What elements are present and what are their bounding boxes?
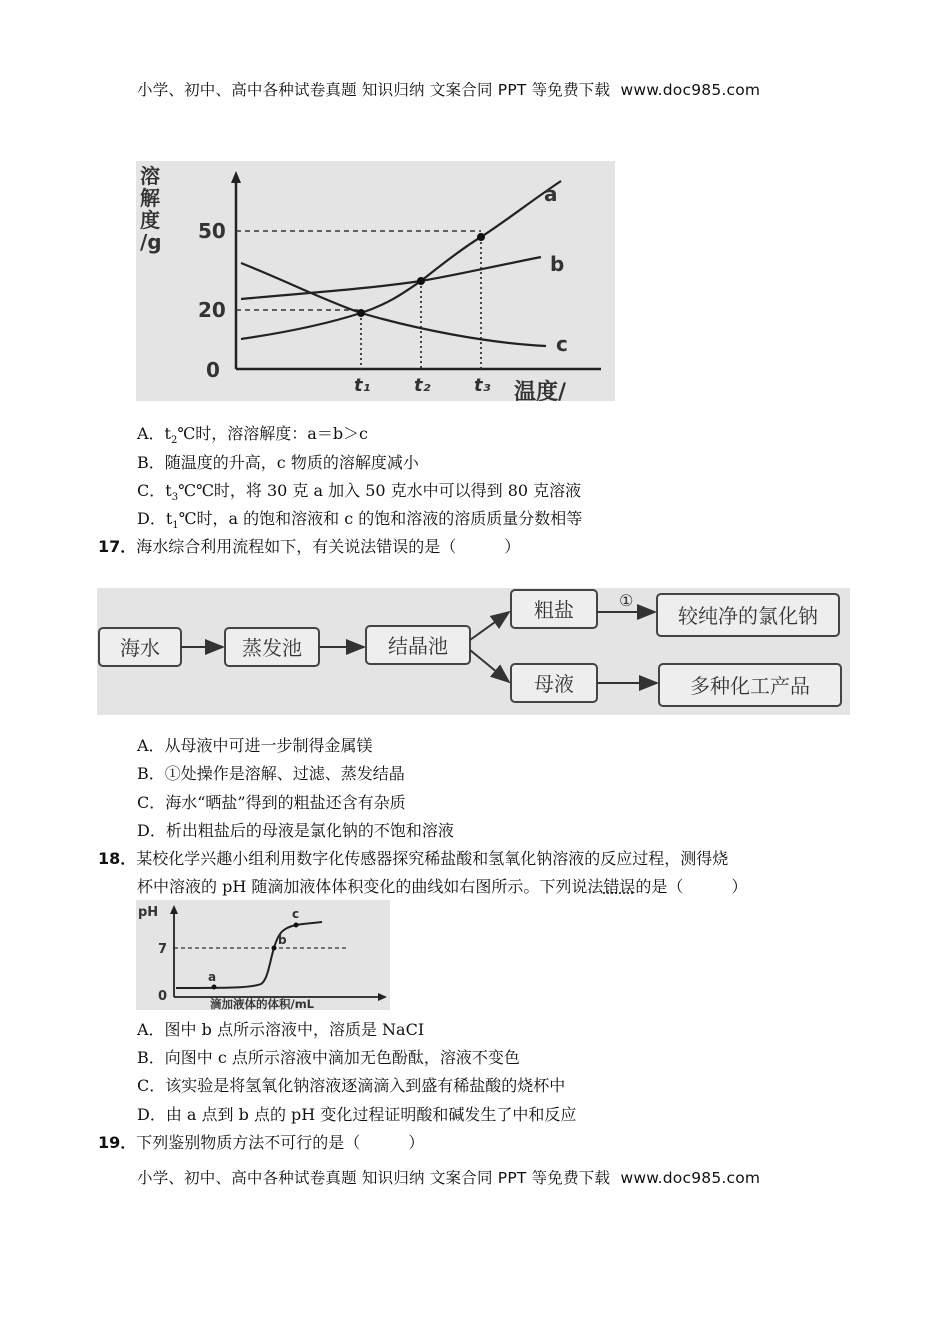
q19-text: 下列鉴别物质方法不可行的是（ ） — [136, 1133, 425, 1152]
curve-c — [241, 263, 546, 346]
q18-option-b: B．向图中 c 点所示溶液中滴加无色酚酞，溶液不变色 — [137, 1048, 520, 1067]
series-c-label: c — [556, 332, 568, 356]
flowchart-svg — [97, 588, 850, 715]
ytick-20: 20 — [198, 298, 226, 322]
q18-option-c: C．该实验是将氢氧化钠溶液逐滴滴入到盛有稀盐酸的烧杯中 — [137, 1076, 566, 1095]
page-footer — [137, 1168, 760, 1188]
ytick-0: 0 — [206, 358, 220, 382]
q18-stem-line1 — [98, 849, 728, 869]
xtick-t3: t₃ — [474, 375, 491, 396]
curve-a — [241, 181, 561, 339]
xtick-t1: t₁ — [354, 375, 371, 396]
label-evaporation: 蒸发池 — [242, 636, 302, 660]
ph-x-axis-arrow — [378, 993, 387, 1001]
q16-option-d: D．$t_1℃$时，a 的饱和溶液和 c 的饱和溶液的溶质质量分数相等 — [137, 509, 583, 532]
ph-ytick-0: 0 — [158, 989, 168, 1004]
q16-option-a: A．$t_2℃$时，溶溶解度：a＝b＞c — [137, 424, 369, 447]
label-pure-nacl: 较纯净的氯化钠 — [678, 604, 818, 628]
q17-number: 17． — [98, 537, 137, 556]
q18-number: 18． — [98, 849, 137, 868]
curve-b — [241, 257, 541, 299]
ph-y-label: pH — [138, 905, 159, 920]
xtick-t2: t₂ — [414, 375, 431, 396]
point-t2 — [417, 277, 425, 285]
q18-option-a: A．图中 b 点所示溶液中，溶质是 NaCI — [137, 1020, 425, 1039]
q17-option-c: C．海水“晒盐”得到的粗盐还含有杂质 — [137, 793, 406, 812]
solubility-chart-svg — [136, 161, 615, 401]
q17-option-a: A．从母液中可进一步制得金属镁 — [137, 736, 373, 755]
q16-option-c: C．$t_3℃℃$时，将 30 克 a 加入 50 克水中可以得到 80 克溶液 — [137, 481, 582, 504]
seawater-flowchart — [97, 588, 850, 715]
q18-text-1: 某校化学兴趣小组利用数字化传感器探究稀盐酸和氢氧化钠溶液的反应过程，测得烧 — [136, 849, 729, 868]
ph-chart-svg — [136, 900, 390, 1010]
q19-stem — [98, 1133, 424, 1153]
label-chem-products: 多种化工产品 — [690, 674, 810, 698]
label-crystallization: 结晶池 — [388, 634, 448, 658]
label-crude-salt: 粗盐 — [534, 598, 574, 622]
label-mother-liquor: 母液 — [534, 672, 574, 696]
point-t1 — [357, 309, 365, 317]
header-text: 小学、初中、高中各种试卷真题 知识归纳 文案合同 PPT 等免费下载 — [137, 81, 611, 99]
ph-label-a: a — [208, 970, 217, 984]
y-label-4: /g — [140, 230, 162, 254]
series-b-label: b — [550, 252, 565, 276]
q17-option-b: B．①处操作是溶解、过滤、蒸发结晶 — [137, 764, 405, 783]
x-label: 温度/ — [514, 380, 567, 401]
page-header — [137, 80, 760, 100]
ph-label-b: b — [278, 933, 287, 947]
ph-ytick-7: 7 — [158, 942, 168, 957]
ph-y-axis-arrow — [170, 905, 178, 914]
ph-x-label: 滴加液体的体积/mL — [210, 997, 315, 1010]
arrow-4 — [470, 650, 509, 682]
arrow-3 — [470, 612, 509, 640]
y-axis-arrow — [231, 171, 241, 183]
ph-label-c: c — [292, 907, 300, 921]
ph-point-c — [294, 923, 299, 928]
footer-url: www.doc985.com — [620, 1169, 761, 1187]
header-url: www.doc985.com — [620, 81, 761, 99]
q19-number: 19． — [98, 1133, 137, 1152]
y-label-1: 溶 — [140, 164, 160, 188]
q18-stem-line2: 杯中溶液的 pH 随滴加液体体积变化的曲线如右图所示。下列说法错误的是（ ） — [137, 877, 748, 896]
q18-option-d: D．由 a 点到 b 点的 pH 变化过程证明酸和碱发生了中和反应 — [137, 1105, 577, 1124]
q16-option-b: B．随温度的升高，c 物质的溶解度减小 — [137, 453, 419, 472]
y-label-3: 度 — [140, 208, 160, 232]
q18-emphasis: 错误 — [603, 877, 636, 896]
y-label-2: 解 — [140, 186, 160, 210]
series-a-label: a — [544, 182, 558, 206]
ph-point-b — [272, 946, 277, 951]
q17-text: 海水综合利用流程如下，有关说法错误的是（ ） — [136, 537, 521, 556]
ph-chart — [136, 900, 390, 1010]
ph-point-a — [212, 985, 217, 990]
label-seawater: 海水 — [120, 636, 160, 660]
ytick-50: 50 — [198, 219, 226, 243]
q17-option-d: D．析出粗盐后的母液是氯化钠的不饱和溶液 — [137, 821, 454, 840]
footer-text: 小学、初中、高中各种试卷真题 知识归纳 文案合同 PPT 等免费下载 — [137, 1169, 611, 1187]
point-t3 — [477, 233, 485, 241]
ph-curve — [176, 922, 322, 988]
marker-1: ① — [619, 591, 634, 610]
q17-stem — [98, 537, 520, 557]
solubility-chart — [136, 161, 615, 401]
